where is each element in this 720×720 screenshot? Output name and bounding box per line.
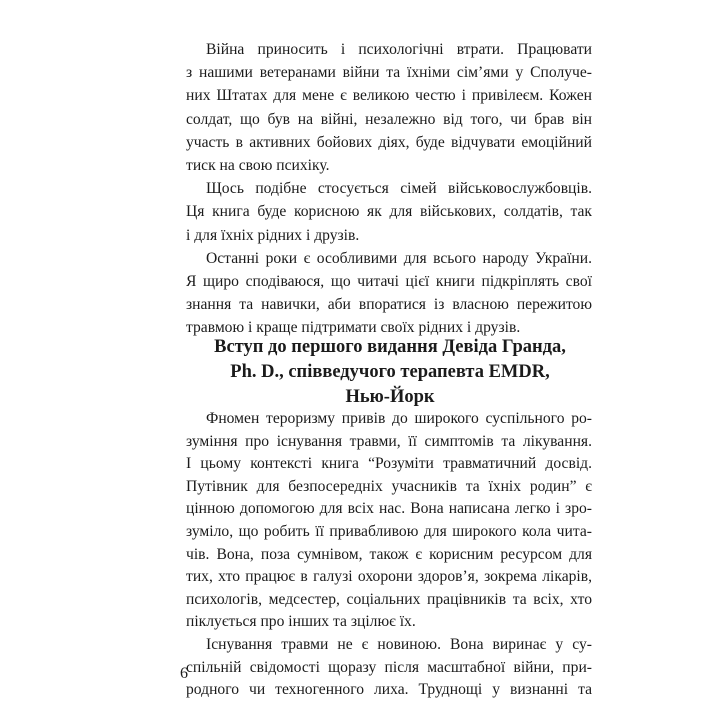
paragraph-line: тиск на свою психіку. xyxy=(186,157,330,174)
paragraph-line: травмою і краще підтримати своїх рідних і друзів. xyxy=(186,319,521,337)
paragraph-line: зуміло, що робить її привабливою для широкого кола чита- xyxy=(186,523,592,540)
paragraph-line: психологів, медсестер, соціальних працівників та всіх, хто xyxy=(186,590,592,608)
paragraph-line: них Штатах для мене є великою честю і привілеєм. Кожен xyxy=(186,87,592,105)
paragraph-line: Щось подібне стосується сімей військовослужбовців. xyxy=(206,180,592,198)
paragraph-line: Я щиро сподіваюся, що читачі цієї книги підкріплять свої xyxy=(186,273,592,290)
paragraph-line: Існування травми не є новиною. Вона виринає у су- xyxy=(206,636,592,653)
section-heading-line: Нью-Йорк xyxy=(345,387,435,407)
paragraph-line: цінною допомогою для всіх нас. Вона написана легко і зро- xyxy=(186,500,592,518)
paragraph-line: спільній свідомості щоразу після масштабної війни, при- xyxy=(186,658,592,676)
paragraph-line: зуміння про існування травми, її симптомів та лікування. xyxy=(186,432,592,450)
paragraph-line: Путівник для безпосередніх учасників та їхніх родин” є xyxy=(186,477,592,495)
paragraph-line: і для їхніх рідних і друзів. xyxy=(186,226,360,244)
paragraph-line: тих, хто працює в галузі охорони здоров’я, зокрема лікарів, xyxy=(186,568,592,586)
paragraph-line: І цьому контексті книга “Розуміти травматичний досвід. xyxy=(186,455,592,473)
paragraph-line: Фномен тероризму привів до широкого суспільного ро- xyxy=(206,410,592,427)
paragraph-line: Останні роки є особливими для всього народу України. xyxy=(206,249,592,267)
paragraph-line: Ця книга буде корисною як для військових, солдатів, так xyxy=(186,203,592,221)
paragraph-line: родного чи техногенного лиха. Труднощі у визнанні та xyxy=(186,681,592,699)
section-heading-line: Вступ до першого видання Девіда Гранда, xyxy=(214,337,566,357)
paragraph-line: піклується про інших та зцілює їх. xyxy=(186,613,416,631)
paragraph-line: знання та навички, аби впоратися із власною пережитою xyxy=(186,296,592,314)
paragraph-line: солдат, що був на війні, незалежно від того, чи брав він xyxy=(186,110,592,128)
paragraph-line: чів. Вона, поза сумнівом, також є корисним ресурсом для xyxy=(186,545,592,563)
page-number: 6 xyxy=(180,665,188,682)
paragraph-line: Війна приносить і психологічні втрати. Працювати xyxy=(206,41,592,58)
paragraph-line: з нашими ветеранами війни та їхніми сім’ями у Сполуче- xyxy=(186,64,592,82)
paragraph-line: участь в активних бойових діях, буде відчувати емоційний xyxy=(186,133,592,151)
section-heading-line: Ph. D., співведучого терапевта EMDR, xyxy=(230,362,550,382)
